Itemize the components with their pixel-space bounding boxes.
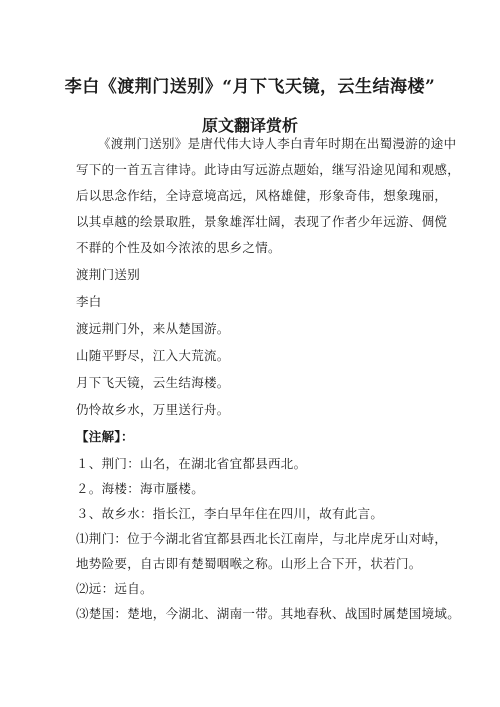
poem-line: 渡远荆门外，来从楚国游。	[76, 321, 230, 336]
intro-line: 《渡荆门送别》是唐代伟大诗人李白青年时期在出蜀漫游的途中	[98, 136, 457, 151]
note-item: 地势险要，自古即有楚蜀咽喉之称。山形上合下开，状若门。	[76, 556, 422, 571]
poem-line: 仍怜故乡水，万里送行舟。	[76, 402, 230, 417]
note-item: １、荆门：山名，在湖北省宜都县西北。	[76, 456, 307, 471]
document-subtitle: 原文翻译赏析	[201, 116, 298, 135]
intro-line: 不群的个性及如今浓浓的思乡之情。	[76, 240, 281, 255]
intro-line: 后以思念作结，全诗意境高远，风格雄健，形象奇伟，想象瑰丽，	[76, 188, 448, 203]
note-item: ３、故乡水：指长江，李白早年住在四川，故有此言。	[76, 506, 384, 521]
intro-line: 写下的一首五言律诗。此诗由写远游点题始，继写沿途见闻和观感，	[76, 162, 461, 177]
poem-line: 月下飞天镜，云生结海楼。	[76, 375, 230, 390]
poem-line: 山随平野尽，江入大荒流。	[76, 348, 230, 363]
intro-line: 以其卓越的绘景取胜，景象雄浑壮阔，表现了作者少年远游、倜傥	[76, 214, 448, 229]
poem-title: 渡荆门送别	[76, 267, 141, 282]
poem-author: 李白	[76, 294, 102, 309]
note-item: ２。海楼：海市蜃楼。	[76, 481, 205, 496]
note-item: ⑵远：远自。	[76, 581, 153, 596]
note-item: ⑴荆门：位于今湖北省宜都县西北长江南岸，与北岸虎牙山对峙，	[76, 531, 448, 546]
notes-heading: 【注解】：	[76, 429, 134, 444]
note-item: ⑶楚国：楚地，今湖北、湖南一带。其地春秋、战国时属楚国境域。	[76, 606, 461, 621]
document-title: 李白《渡荆门送别》“月下飞天镜，云生结海楼”	[64, 77, 436, 97]
